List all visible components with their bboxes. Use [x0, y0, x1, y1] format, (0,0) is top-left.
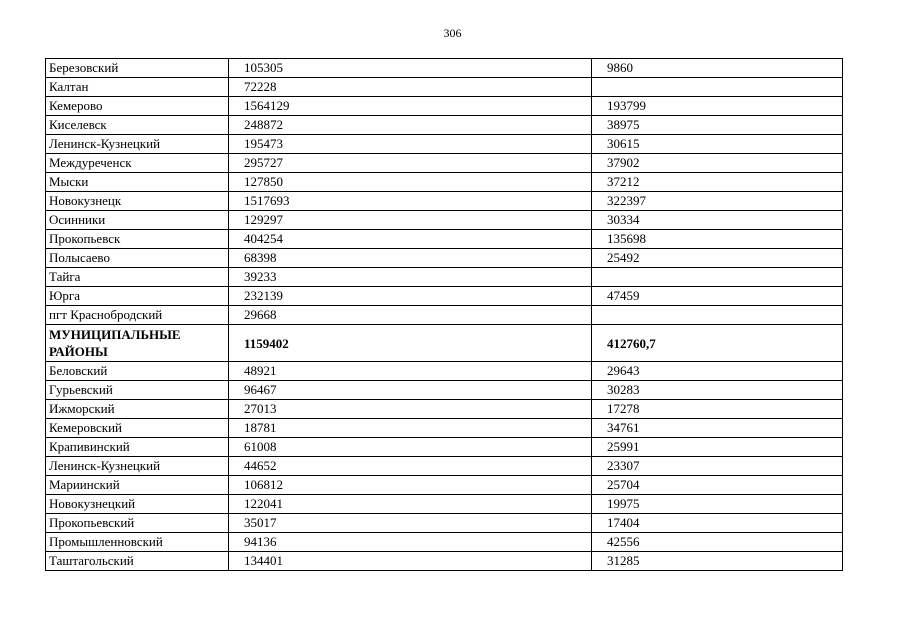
name-cell: пгт Краснобродский [46, 306, 229, 325]
value1-cell: 94136 [229, 533, 592, 552]
table-row [46, 457, 843, 476]
value1-cell: 27013 [229, 400, 592, 419]
value2-cell: 17278 [592, 400, 843, 419]
name-cell: Тайга [46, 268, 229, 287]
value2-cell: 30283 [592, 381, 843, 400]
value1-cell: 1517693 [229, 192, 592, 211]
table-body-cities [46, 59, 843, 325]
name-cell: Крапивинский [46, 438, 229, 457]
value1-cell: 134401 [229, 552, 592, 571]
table-row [46, 495, 843, 514]
table-row [46, 514, 843, 533]
table-row [46, 362, 843, 381]
value1-cell: 105305 [229, 59, 592, 78]
value1-cell: 48921 [229, 362, 592, 381]
name-cell: Кемерово [46, 97, 229, 116]
value1-cell: 1564129 [229, 97, 592, 116]
value1-cell: 61008 [229, 438, 592, 457]
table-row [46, 476, 843, 495]
table-row [46, 173, 843, 192]
table-row [46, 249, 843, 268]
value2-cell: 25704 [592, 476, 843, 495]
table-row [46, 533, 843, 552]
name-cell: Промышленновский [46, 533, 229, 552]
value2-cell: 322397 [592, 192, 843, 211]
table-section-municipal-districts [46, 325, 843, 362]
value1-cell: 404254 [229, 230, 592, 249]
value1-cell: 106812 [229, 476, 592, 495]
section-name-cell: МУНИЦИПАЛЬНЫЕ РАЙОНЫ [46, 325, 229, 362]
table-row [46, 306, 843, 325]
name-cell: Новокузнецкий [46, 495, 229, 514]
name-cell: Прокопьевский [46, 514, 229, 533]
value2-cell: 34761 [592, 419, 843, 438]
table-row [46, 116, 843, 135]
name-cell: Березовский [46, 59, 229, 78]
value1-cell: 122041 [229, 495, 592, 514]
section-value1-cell: 1159402 [229, 325, 592, 362]
value1-cell: 68398 [229, 249, 592, 268]
name-cell: Мариинский [46, 476, 229, 495]
value1-cell: 72228 [229, 78, 592, 97]
table-row [46, 438, 843, 457]
value2-cell [592, 78, 843, 97]
table-row [46, 419, 843, 438]
name-cell: Киселевск [46, 116, 229, 135]
table-row [46, 400, 843, 419]
name-cell: Ижморский [46, 400, 229, 419]
value1-cell: 39233 [229, 268, 592, 287]
name-cell: Осинники [46, 211, 229, 230]
value2-cell: 19975 [592, 495, 843, 514]
name-cell: Междуреченск [46, 154, 229, 173]
value2-cell: 193799 [592, 97, 843, 116]
name-cell: Новокузнецк [46, 192, 229, 211]
name-cell: Ленинск-Кузнецкий [46, 135, 229, 154]
table-row [46, 78, 843, 97]
value2-cell: 47459 [592, 287, 843, 306]
value2-cell: 23307 [592, 457, 843, 476]
value2-cell [592, 306, 843, 325]
table-row [46, 268, 843, 287]
value2-cell: 135698 [592, 230, 843, 249]
table-row [46, 230, 843, 249]
value2-cell: 25991 [592, 438, 843, 457]
data-table [45, 58, 843, 571]
value2-cell: 17404 [592, 514, 843, 533]
name-cell: Юрга [46, 287, 229, 306]
table-row [46, 135, 843, 154]
value2-cell: 38975 [592, 116, 843, 135]
table-row [46, 192, 843, 211]
value1-cell: 29668 [229, 306, 592, 325]
value1-cell: 127850 [229, 173, 592, 192]
page-number: 306 [443, 26, 462, 40]
value1-cell: 35017 [229, 514, 592, 533]
table-row-section-header [46, 325, 843, 362]
table-row [46, 59, 843, 78]
name-cell: Кемеровский [46, 419, 229, 438]
value2-cell: 29643 [592, 362, 843, 381]
table-row [46, 211, 843, 230]
section-value2-cell: 412760,7 [592, 325, 843, 362]
name-cell: Таштагольский [46, 552, 229, 571]
value2-cell: 25492 [592, 249, 843, 268]
value2-cell [592, 268, 843, 287]
table-row [46, 552, 843, 571]
table-row [46, 287, 843, 306]
name-cell: Мыски [46, 173, 229, 192]
value2-cell: 30334 [592, 211, 843, 230]
value2-cell: 37902 [592, 154, 843, 173]
value2-cell: 9860 [592, 59, 843, 78]
value2-cell: 37212 [592, 173, 843, 192]
value2-cell: 30615 [592, 135, 843, 154]
name-cell: Беловский [46, 362, 229, 381]
value1-cell: 295727 [229, 154, 592, 173]
value1-cell: 129297 [229, 211, 592, 230]
table-row [46, 97, 843, 116]
value2-cell: 42556 [592, 533, 843, 552]
value1-cell: 232139 [229, 287, 592, 306]
value1-cell: 195473 [229, 135, 592, 154]
name-cell: Калтан [46, 78, 229, 97]
value1-cell: 248872 [229, 116, 592, 135]
table-row [46, 154, 843, 173]
value1-cell: 18781 [229, 419, 592, 438]
value1-cell: 44652 [229, 457, 592, 476]
table-row [46, 381, 843, 400]
name-cell: Полысаево [46, 249, 229, 268]
name-cell: Гурьевский [46, 381, 229, 400]
value2-cell: 31285 [592, 552, 843, 571]
name-cell: Ленинск-Кузнецкий [46, 457, 229, 476]
name-cell: Прокопьевск [46, 230, 229, 249]
value1-cell: 96467 [229, 381, 592, 400]
table-body-districts [46, 362, 843, 571]
